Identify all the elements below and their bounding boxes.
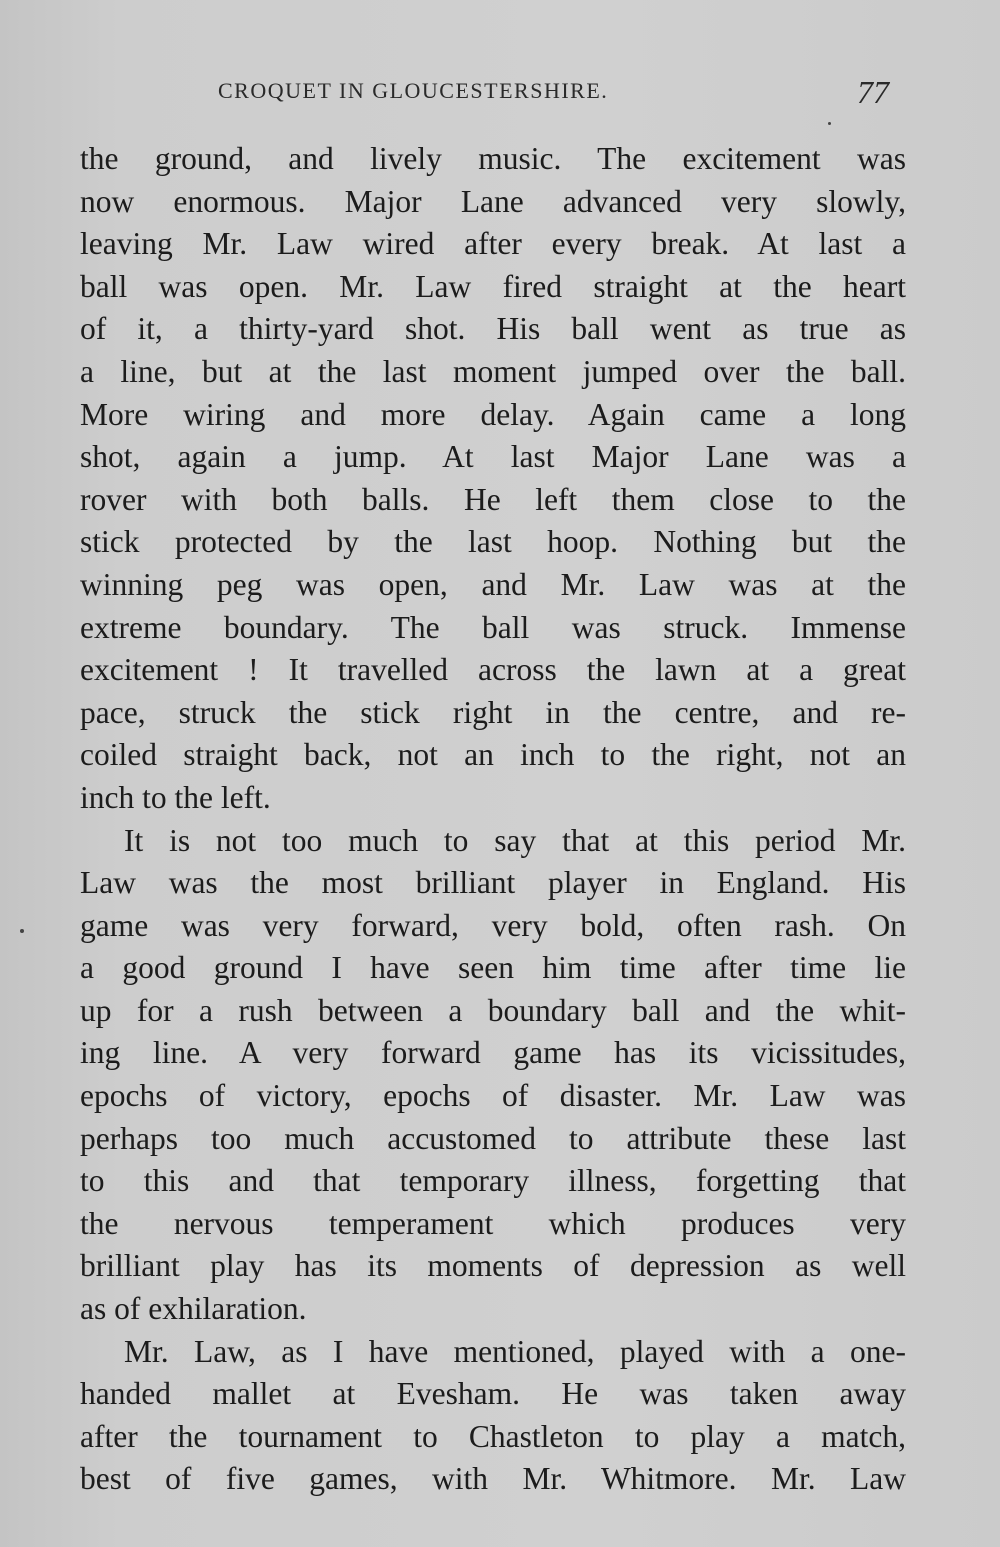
text-line: handed mallet at Evesham. He was taken away — [80, 1376, 906, 1412]
text-line: to this and that temporary illness, forgetting that — [80, 1163, 906, 1199]
text-line: ball was open. Mr. Law fired straight at the heart — [80, 268, 906, 304]
page-header — [0, 74, 1000, 114]
text-line: ing line. A very forward game has its vicissitudes, — [80, 1035, 906, 1071]
text-line: More wiring and more delay. Again came a long — [80, 396, 906, 432]
text-line: after the tournament to Chastleton to play a match, — [80, 1418, 906, 1454]
text-line: of it, a thirty-yard shot. His ball went as true as — [80, 311, 906, 347]
paragraph — [80, 138, 906, 820]
text-line: Law was the most brilliant player in England. His — [80, 865, 906, 901]
text-line: brilliant play has its moments of depression as well — [80, 1248, 906, 1284]
text-line: excitement ! It travelled across the lawn at a great — [80, 652, 906, 688]
body-text — [80, 138, 906, 1501]
page-number: 77 — [857, 74, 889, 110]
text-line: inch to the left. — [80, 779, 271, 815]
text-line: shot, again a jump. At last Major Lane was a — [80, 439, 906, 475]
text-line: best of five games, with Mr. Whitmore. Mr. Law — [80, 1461, 906, 1497]
text-line: now enormous. Major Lane advanced very slowly, — [80, 183, 906, 219]
text-line: as of exhilaration. — [80, 1291, 307, 1327]
text-line: game was very forward, very bold, often rash. On — [80, 907, 906, 943]
text-line: It is not too much to say that at this period Mr. — [124, 822, 906, 858]
text-line: a good ground I have seen him time after time lie — [80, 950, 906, 986]
text-line: winning peg was open, and Mr. Law was at the — [80, 566, 906, 602]
speck-mark — [20, 929, 24, 933]
text-line: coiled straight back, not an inch to the right, not an — [80, 737, 906, 773]
text-line: rover with both balls. He left them close to the — [80, 481, 906, 517]
text-line: leaving Mr. Law wired after every break. At last a — [80, 226, 906, 262]
text-line: Mr. Law, as I have mentioned, played with a one- — [124, 1333, 906, 1369]
text-line: pace, struck the stick right in the centre, and re- — [80, 694, 906, 730]
speck-mark — [828, 122, 831, 125]
text-line: a line, but at the last moment jumped over the ball. — [80, 353, 906, 389]
paragraph — [80, 820, 906, 1331]
text-line: perhaps too much accustomed to attribute these last — [80, 1120, 906, 1156]
text-line: extreme boundary. The ball was struck. Immense — [80, 609, 906, 645]
text-line: the ground, and lively music. The excitement was — [80, 141, 906, 176]
paragraph — [80, 1331, 906, 1501]
running-title: CROQUET IN GLOUCESTERSHIRE. — [218, 78, 609, 103]
text-line: up for a rush between a boundary ball and the whit- — [80, 992, 906, 1028]
text-line: stick protected by the last hoop. Nothing but the — [80, 524, 906, 560]
text-line: the nervous temperament which produces very — [80, 1205, 906, 1241]
text-line: epochs of victory, epochs of disaster. Mr. Law was — [80, 1078, 906, 1114]
